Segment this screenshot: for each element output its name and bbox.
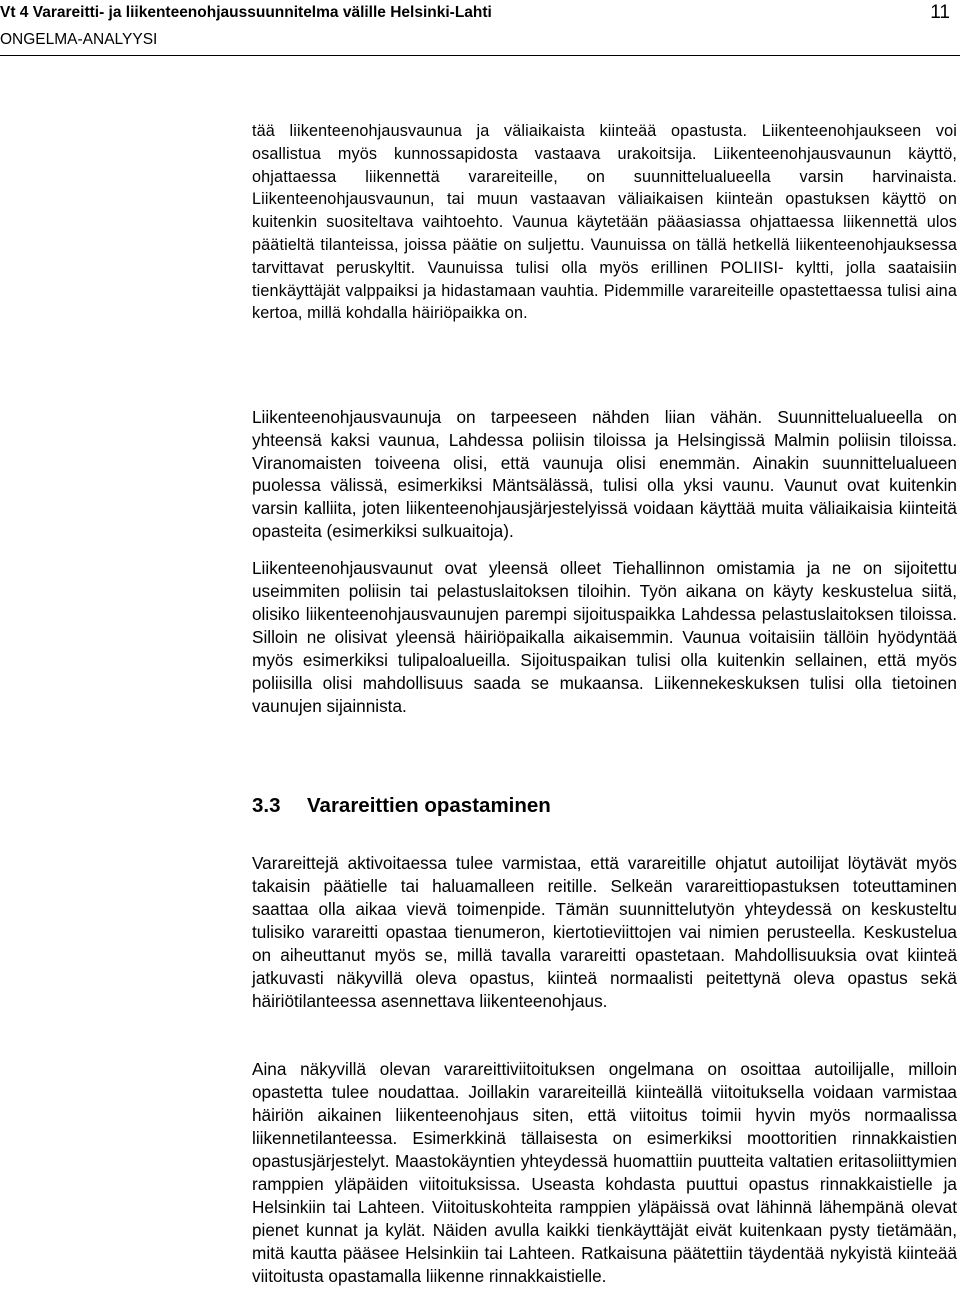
paragraph-traffic-control-trailer: tää liikenteenohjausvaunua ja väliaikaista kiinteää opastusta. Liikenteenohjaukseen voi osallistua myös kunnossapidosta vastaava urakoitsija. Liikenteenohjausvaunun käyttö, ohjattaessa liikennettä varareiteille, on suunnittelualueella varsin harvinaista. Liikenteenohjausvaunun, tai muun vastaavan väliaikaisen kiinteän opastuksen käyttö on kuitenkin suositeltava vaihtoehto. Vaunua käytetään pääasiassa ohjattaessa liikennettä ulos päätieltä tilanteissa, joissa päätie on suljettu. Vaunuissa on tällä hetkellä liikenteenohjauksessa tarvittavat peruskyltit. Vaunuissa tulisi olla myös erillinen POLIISI- kyltti, jolla saataisiin tienkäyttäjät valppaiksi ja hidastamaan vauhtia. Pidemmille varareiteille opastettaessa tulisi aina kertoa, millä kohdalla häiriöpaikka on. [252,122,957,323]
document-title: Vt 4 Varareitti- ja liikenteenohjaussuunnitelma välille Helsinki-Lahti [0,4,492,21]
page-number: 11 [930,2,950,23]
chapter-title: ONGELMA-ANALYYSI [0,31,158,48]
section-title: Varareittien opastaminen [307,794,551,817]
section-heading [252,794,551,818]
paragraph-route-signage: Varareittejä aktivoitaessa tulee varmistaa, että varareitille ohjatut autoilijat löytävät myös takaisin päätielle tai haluamalleen reitille. Selkeän varareittiopastuksen toteuttaminen saattaa olla aikaa vievä toimenpide. Tämän suunnittelutyön yhteydessä on keskusteltu tulisiko varareitti opastaa tienumeron, kiertotieviittojen vai nimien perusteella. Keskustelua on aiheuttanut myös se, millä tavalla varareitti opastetaan. Mahdollisuuksia ovat kiinteä jatkuvasti näkyvillä oleva opastus, kiinteä normaalisti peitettynä oleva opastus sekä häiriötilanteessa asennettava liikenteenohjaus. [252,853,957,1011]
paragraph-trailer-count: Liikenteenohjausvaunuja on tarpeeseen nähden liian vähän. Suunnittelualueella on yhteensä kaksi vaunua, Lahdessa poliisin tiloissa ja Helsingissä Malmin poliisin tiloissa. Viranomaisten toiveena olisi, että vaunuja olisi enemmän. Ainakin suunnittelualueen puolessa välissä, esimerkiksi Mäntsälässä, tulisi olla yksi vaunu. Vaunut ovat kuitenkin varsin kalliita, joten liikenteenohjausjärjestelyissä voidaan käyttää muita väliaikaisia kiinteitä opasteita (esimerkiksi sulkuaitoja). [252,407,957,541]
paragraph-trailer-location: Liikenteenohjausvaunut ovat yleensä olleet Tiehallinnon omistamia ja ne on sijoitettu useimmiten poliisin tai pelastuslaitoksen tiloihin. Työn aikana on käyty keskustelua siitä, olisiko liikenteenohjausvaunujen parempi sijoituspaikka Lahdessa pelastuslaitoksen tiloissa. Silloin ne olisivat yleensä häiriöpaikalla aikaisemmin. Vaunua voitaisiin tällöin hyödyntää myös esimerkiksi tulipaloalueilla. Sijoituspaikan tulisi olla kuitenkin sellainen, että myös poliisilla olisi mahdollisuus saada se mukaansa. Liikennekeskuksen tulisi olla tietoinen vaunujen sijainnista. [252,558,957,716]
paragraph-permanent-signage: Aina näkyvillä olevan varareittiviitoituksen ongelmana on osoittaa autoilijalle, milloin opastetta tulee noudattaa. Joillakin varareiteillä kiinteällä viitoituksella voidaan varmistaa häiriön aikainen liikenteenohjaus siten, että viitoitus toimii hyvin myös normaalissa liikennetilanteessa. Esimerkkinä tällaisesta on esimerkiksi moottoritien rinnakkaistien opastusjärjestelyt. Maastokäyntien yhteydessä huomattiin puutteita valtatien eritasoliittymien ramppien yläpäiden viitoituksissa. Useasta kohdasta puuttui opastus rinnakkaistielle ja Helsinkiin tai Lahteen. Viitoituskohteita ramppien yläpäissä ovat lähinnä lähempänä olevat pienet kunnat ja kylät. Näiden avulla kaikki tienkäyttäjät eivät kuitenkaan pysty tietämään, mitä kautta pääsee Helsinkiin tai Lahteen. Ratkaisuna päätettiin täydentää nykyistä kiinteää viitoitusta opastamalla liikenne rinnakkaistielle. [252,1059,957,1286]
header-divider [0,55,960,56]
page-header [0,0,960,56]
section-number: 3.3 [252,794,281,817]
